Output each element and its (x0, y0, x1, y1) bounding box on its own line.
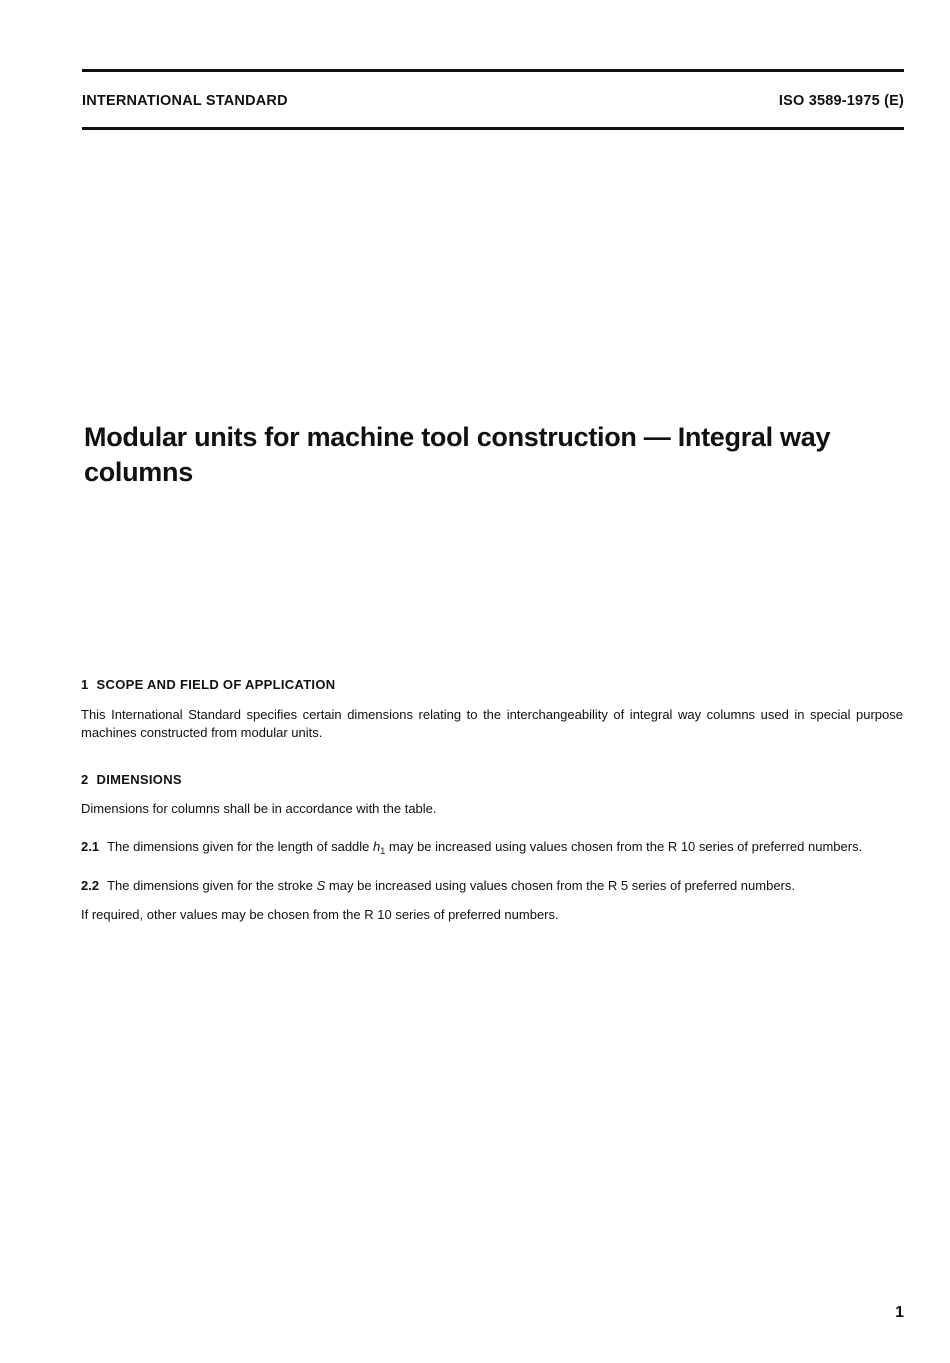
standard-number-label: ISO 3589-1975 (E) (778, 93, 904, 109)
clause-2-1-text-before: The dimensions given for the length of saddle (107, 839, 374, 854)
section-1-text: This International Standard specifies certain dimensions relating to the interchangeability of integral way columns used in special purpose machines constructed from modular units. (81, 707, 903, 740)
header-top-rule (82, 69, 904, 72)
document-type-label: INTERNATIONAL STANDARD (82, 93, 288, 109)
document-title: Modular units for machine tool construction — Integral way columns (84, 422, 831, 487)
header-bottom-rule (82, 127, 904, 130)
clause-2-2-note: If required, other values may be chosen from the R 10 series of preferred numbers. (81, 907, 559, 922)
clause-2-2-variable: S (316, 878, 326, 893)
section-2-number: 2 (81, 772, 89, 787)
clause-2-1-number: 2.1 (81, 839, 100, 854)
section-1-title: SCOPE AND FIELD OF APPLICATION (96, 677, 336, 692)
clause-2-1-variable: h (373, 839, 381, 854)
section-1-heading (81, 676, 903, 694)
clause-2-2-text-before: The dimensions given for the stroke (107, 878, 317, 893)
clause-2-2-number: 2.2 (81, 878, 100, 893)
section-1-number: 1 (81, 677, 89, 692)
clause-2-1 (81, 838, 903, 857)
section-2-title: DIMENSIONS (96, 772, 182, 787)
document-body (81, 676, 903, 924)
page-number: 1 (895, 1304, 904, 1321)
section-2-text: Dimensions for columns shall be in accordance with the table. (81, 801, 437, 816)
clause-2-2-text-after: may be increased using values chosen from the R 5 series of preferred numbers. (325, 878, 795, 893)
clause-2-1-subscript: 1 (380, 846, 386, 856)
section-2-heading (81, 771, 903, 789)
clause-2-2 (81, 877, 903, 895)
clause-2-1-text-after: may be increased using values chosen from the R 10 series of preferred numbers. (385, 839, 863, 854)
